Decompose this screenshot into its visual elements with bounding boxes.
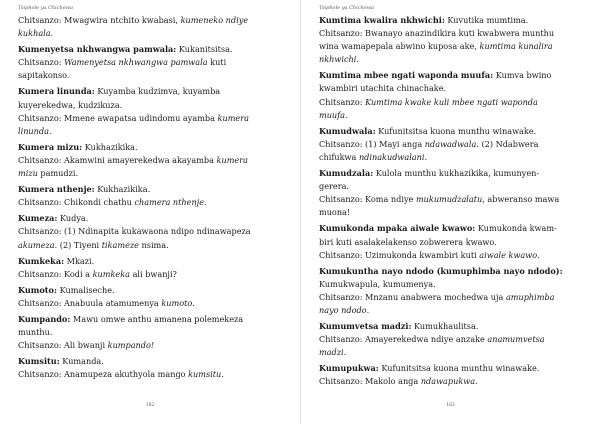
right-page [300,0,600,424]
entry-text-line [18,368,292,381]
entry-text-line [319,206,590,219]
text-segment: Chitsanzo: Akamwini amayerekedwa akayamba [18,154,217,165]
dictionary-entry [18,255,292,281]
example-phrase: tikameze [101,239,139,250]
entry-headline [18,284,292,297]
text-segment: pamudzi. [37,168,79,179]
text-segment: Chitsanzo: [319,96,366,107]
text-segment: Chitsanzo: Chikondi chathu [18,197,135,208]
text-segment: . [204,197,207,208]
entry-term: Kumoto: [18,284,57,295]
running-header: Tsiphole ya Chichewa [319,5,374,11]
entry-headline [319,320,590,333]
text-segment: Chitsanzo: Anabuula atamumenya [18,297,162,308]
entry-definition: Kuyamba kudzimva, kuyamba [94,86,221,97]
entry-text-line [18,99,292,112]
page-number: 162 [145,403,155,408]
entry-text-line [319,236,590,249]
example-phrase: kumoto [161,297,193,308]
example-phrase: kumpando! [107,340,155,351]
entry-text-line [319,375,590,388]
entry-headline [319,69,590,82]
entry-headline [18,212,292,225]
entry-definition: Kukhazikika. [82,141,138,152]
entry-headline [319,125,590,138]
entry-text-line [18,239,292,252]
entry-headline [18,85,292,98]
dictionary-entry [319,167,590,219]
entry-definition: Kulola munthu kukhazikika, kumunyen- [373,168,540,179]
entry-list [18,14,292,381]
entry-term: Kumukuntha nayo ndodo (kumuphimba nayo ndodo): [319,265,563,276]
entry-term: Kumera linunda: [18,86,95,97]
text-segment: Chitsanzo: Amayerekedwa ndiye anzake [319,334,488,345]
text-segment: . [221,369,224,380]
example-phrase: anamumvetsa [487,334,545,345]
entry-headline [319,14,590,27]
example-phrase: kumtima kunalira [479,41,553,52]
entry-term: Kumukonda mpaka aiwale kwawo: [319,223,476,234]
entry-text-line [18,326,292,339]
dictionary-entry [18,85,292,137]
entry-text-line [18,225,292,238]
entry-definition: Kumanda. [59,356,104,367]
example-phrase: Wamenyetsa nkhwangwa pamwala [64,57,208,68]
text-segment: . [192,297,195,308]
entry-text-line [319,96,590,109]
dictionary-entry [319,14,590,66]
entry-text-line [319,53,590,66]
example-phrase: ndinakudwalani [358,151,425,162]
text-segment: , abweranso mawa [482,194,560,205]
text-segment: Chitsanzo: Uzimukonda kwambiri kuti [319,249,480,260]
entry-text-line [18,167,292,180]
entry-definition: Kufunitsitsa kuona munthu winawake. [378,363,540,374]
example-phrase: ndawadwala [424,138,477,149]
example-phrase: Kumtima kwake kuli mbee ngati waponda [365,96,538,107]
entry-definition: Kukanitsitsa. [176,44,233,55]
entry-text-line [18,297,292,310]
text-segment: chifukwa [319,151,359,162]
dictionary-entry [18,183,292,209]
dictionary-entry [319,125,590,164]
example-phrase: kumeneko ndiye [180,15,249,25]
text-segment: munthu. [18,327,53,338]
entry-text-line [319,180,590,193]
dictionary-entry [18,212,292,251]
entry-text-line [319,291,590,304]
entry-term: Kumudzala: [319,168,374,179]
text-segment: Chitsanzo: Mwagwira ntchito kwabasi, [18,15,181,25]
example-phrase: kumera [216,154,248,165]
entry-definition: Kuvutika mumtima. [444,15,529,25]
text-segment: wina wamapepala abwino kuposa ake, [319,41,480,52]
text-segment: Chitsanzo: Mnzanu anabwera mochedwa uja [319,291,506,302]
dictionary-entry [319,320,590,359]
entry-definition: Kukhazikika. [94,184,151,195]
example-phrase: madzi. [319,347,347,358]
entry-headline [319,362,590,375]
entry-text-line [18,196,292,209]
example-phrase: aiwale kwawo [479,249,538,260]
entry-definition: Mkazi. [64,255,95,266]
entry-text-line [18,69,292,82]
text-segment: Chitsanzo: [18,57,65,68]
entry-text-line [18,339,292,352]
text-segment: muona! [319,207,351,218]
example-phrase: kumsitu [188,369,222,380]
entry-text-line [319,40,590,53]
dictionary-entry [319,222,590,261]
text-segment: sapitakonso. [18,70,70,81]
example-phrase: chamera nthenje [134,197,205,208]
entry-text-line [18,268,292,281]
entry-headline [18,255,292,268]
dictionary-entry [18,43,292,82]
example-phrase: akumeza [18,239,55,250]
dictionary-entry [18,141,292,180]
text-segment: Chitsanzo: Kodi a [18,268,93,279]
text-segment: . [424,151,428,162]
entry-term: Kumumvetsa madzi: [319,321,412,332]
page-number: 163 [446,403,455,408]
example-phrase: linunda. [18,125,52,136]
entry-text-line [319,82,590,95]
entry-term: Kumupukwa: [319,363,379,374]
entry-text-line [319,27,590,40]
text-segment: Chitsanzo: Ali bwanji [18,340,108,351]
dictionary-entry [319,265,590,317]
example-phrase: ndawapukwa [420,376,476,387]
example-phrase: kukhala. [18,28,54,39]
entry-term: Kumtima kwalira nkhwichi: [319,15,445,25]
entry-term: Kumkeka: [18,255,65,266]
text-segment: Chitsanzo: Mmene awapatsa udindomu ayamba [18,112,218,123]
entry-text-line [319,333,590,346]
text-segment: ali bwanji? [129,268,177,279]
example-phrase: nayo ndodo [319,304,367,315]
text-segment: . (2) Tiyeni [54,239,102,250]
text-segment: gerera. [319,181,350,192]
entry-definition: Kudya. [57,213,89,224]
entry-headline [18,43,292,56]
text-segment: Chitsanzo: (1) Ndinapita kukawaona ndipo ndinawapeza [18,226,251,237]
entry-headline [319,265,590,278]
text-segment: nsima. [138,239,169,250]
text-segment: kuyerekedwa, kudzikuza. [18,99,123,110]
entry-definition: Kumaliseche. [56,284,115,295]
entry-headline [18,183,292,196]
entry-text-line [319,193,590,206]
text-segment: Kumukwapula, kumumenya. [319,278,436,289]
entry-headline [18,313,292,326]
example-phrase: kumera [217,112,249,123]
entry-text-line [319,109,590,122]
text-segment: . [366,304,370,315]
example-phrase: amuphimba [505,291,555,302]
entry-definition: Kumva bwino [493,70,552,81]
entry-headline [18,355,292,368]
text-segment: Chitsanzo: (1) Mayi anga [319,138,425,149]
entry-text-line [18,154,292,167]
entry-text-line [18,125,292,138]
entry-term: Kumenyetsa nkhwangwa pamwala: [18,44,177,55]
entry-term: Kumtima mbee ngati waponda muufa: [319,70,494,81]
example-phrase: mizu [18,168,38,179]
text-segment: kwambiri utachita chinachake. [319,83,447,94]
entry-headline [18,141,292,154]
dictionary-entry [18,14,292,40]
dictionary-entry [319,69,590,121]
running-header: Tsiphole ya Chichewa [18,5,73,11]
dictionary-entry [18,313,292,352]
text-segment: biri kuti asalakelakenso zobwerera kwawo. [319,236,497,247]
entry-text-line [18,56,292,69]
entry-text-line [18,27,292,40]
example-phrase: kumkeka [92,268,130,279]
entry-term: Kumsitu: [18,356,60,367]
entry-list [319,14,590,389]
entry-text-line [319,151,590,164]
entry-definition: Mawu omwe anthu amanena polemekeza [70,313,244,324]
entry-term: Kumudwala: [319,125,376,136]
entry-term: Kumeza: [18,213,58,224]
example-phrase: nkhwichi. [319,54,359,65]
text-segment: . [475,376,478,387]
text-segment: kuti [207,57,227,68]
entry-headline [319,222,590,235]
entry-definition: Kumukhaulitsa. [411,321,479,332]
entry-headline [319,167,590,180]
dictionary-entry [319,362,590,388]
example-phrase: muufa. [319,109,348,120]
dictionary-entry [18,284,292,310]
example-phrase: mukumudzalatu [415,194,483,205]
text-segment: Chitsanzo: Anamupeza akuthyola mango [18,369,189,380]
entry-term: Kumera mizu: [18,141,83,152]
text-segment: . (2) Ndabwera [476,138,539,149]
text-segment: Chitsanzo: Makolo anga [319,376,421,387]
entry-term: Kumpando: [18,313,71,324]
dictionary-entry [18,355,292,381]
entry-text-line [319,304,590,317]
entry-definition: Kufunitsitsa kuona munthu winawake. [375,125,537,136]
entry-text-line [319,138,590,151]
entry-text-line [18,112,292,125]
entry-text-line [319,249,590,262]
entry-text-line [319,278,590,291]
entry-term: Kumera nthenje: [18,184,95,195]
entry-text-line [319,346,590,359]
entry-text-line [18,14,292,27]
text-segment: . [537,249,540,260]
text-segment: Chitsanzo: Koma ndiye [319,194,416,205]
entry-definition: Kumukonda kwam- [475,223,557,234]
text-segment: Chitsanzo: Bwanayo anazindikira kuti kwabwera munthu [319,28,555,39]
